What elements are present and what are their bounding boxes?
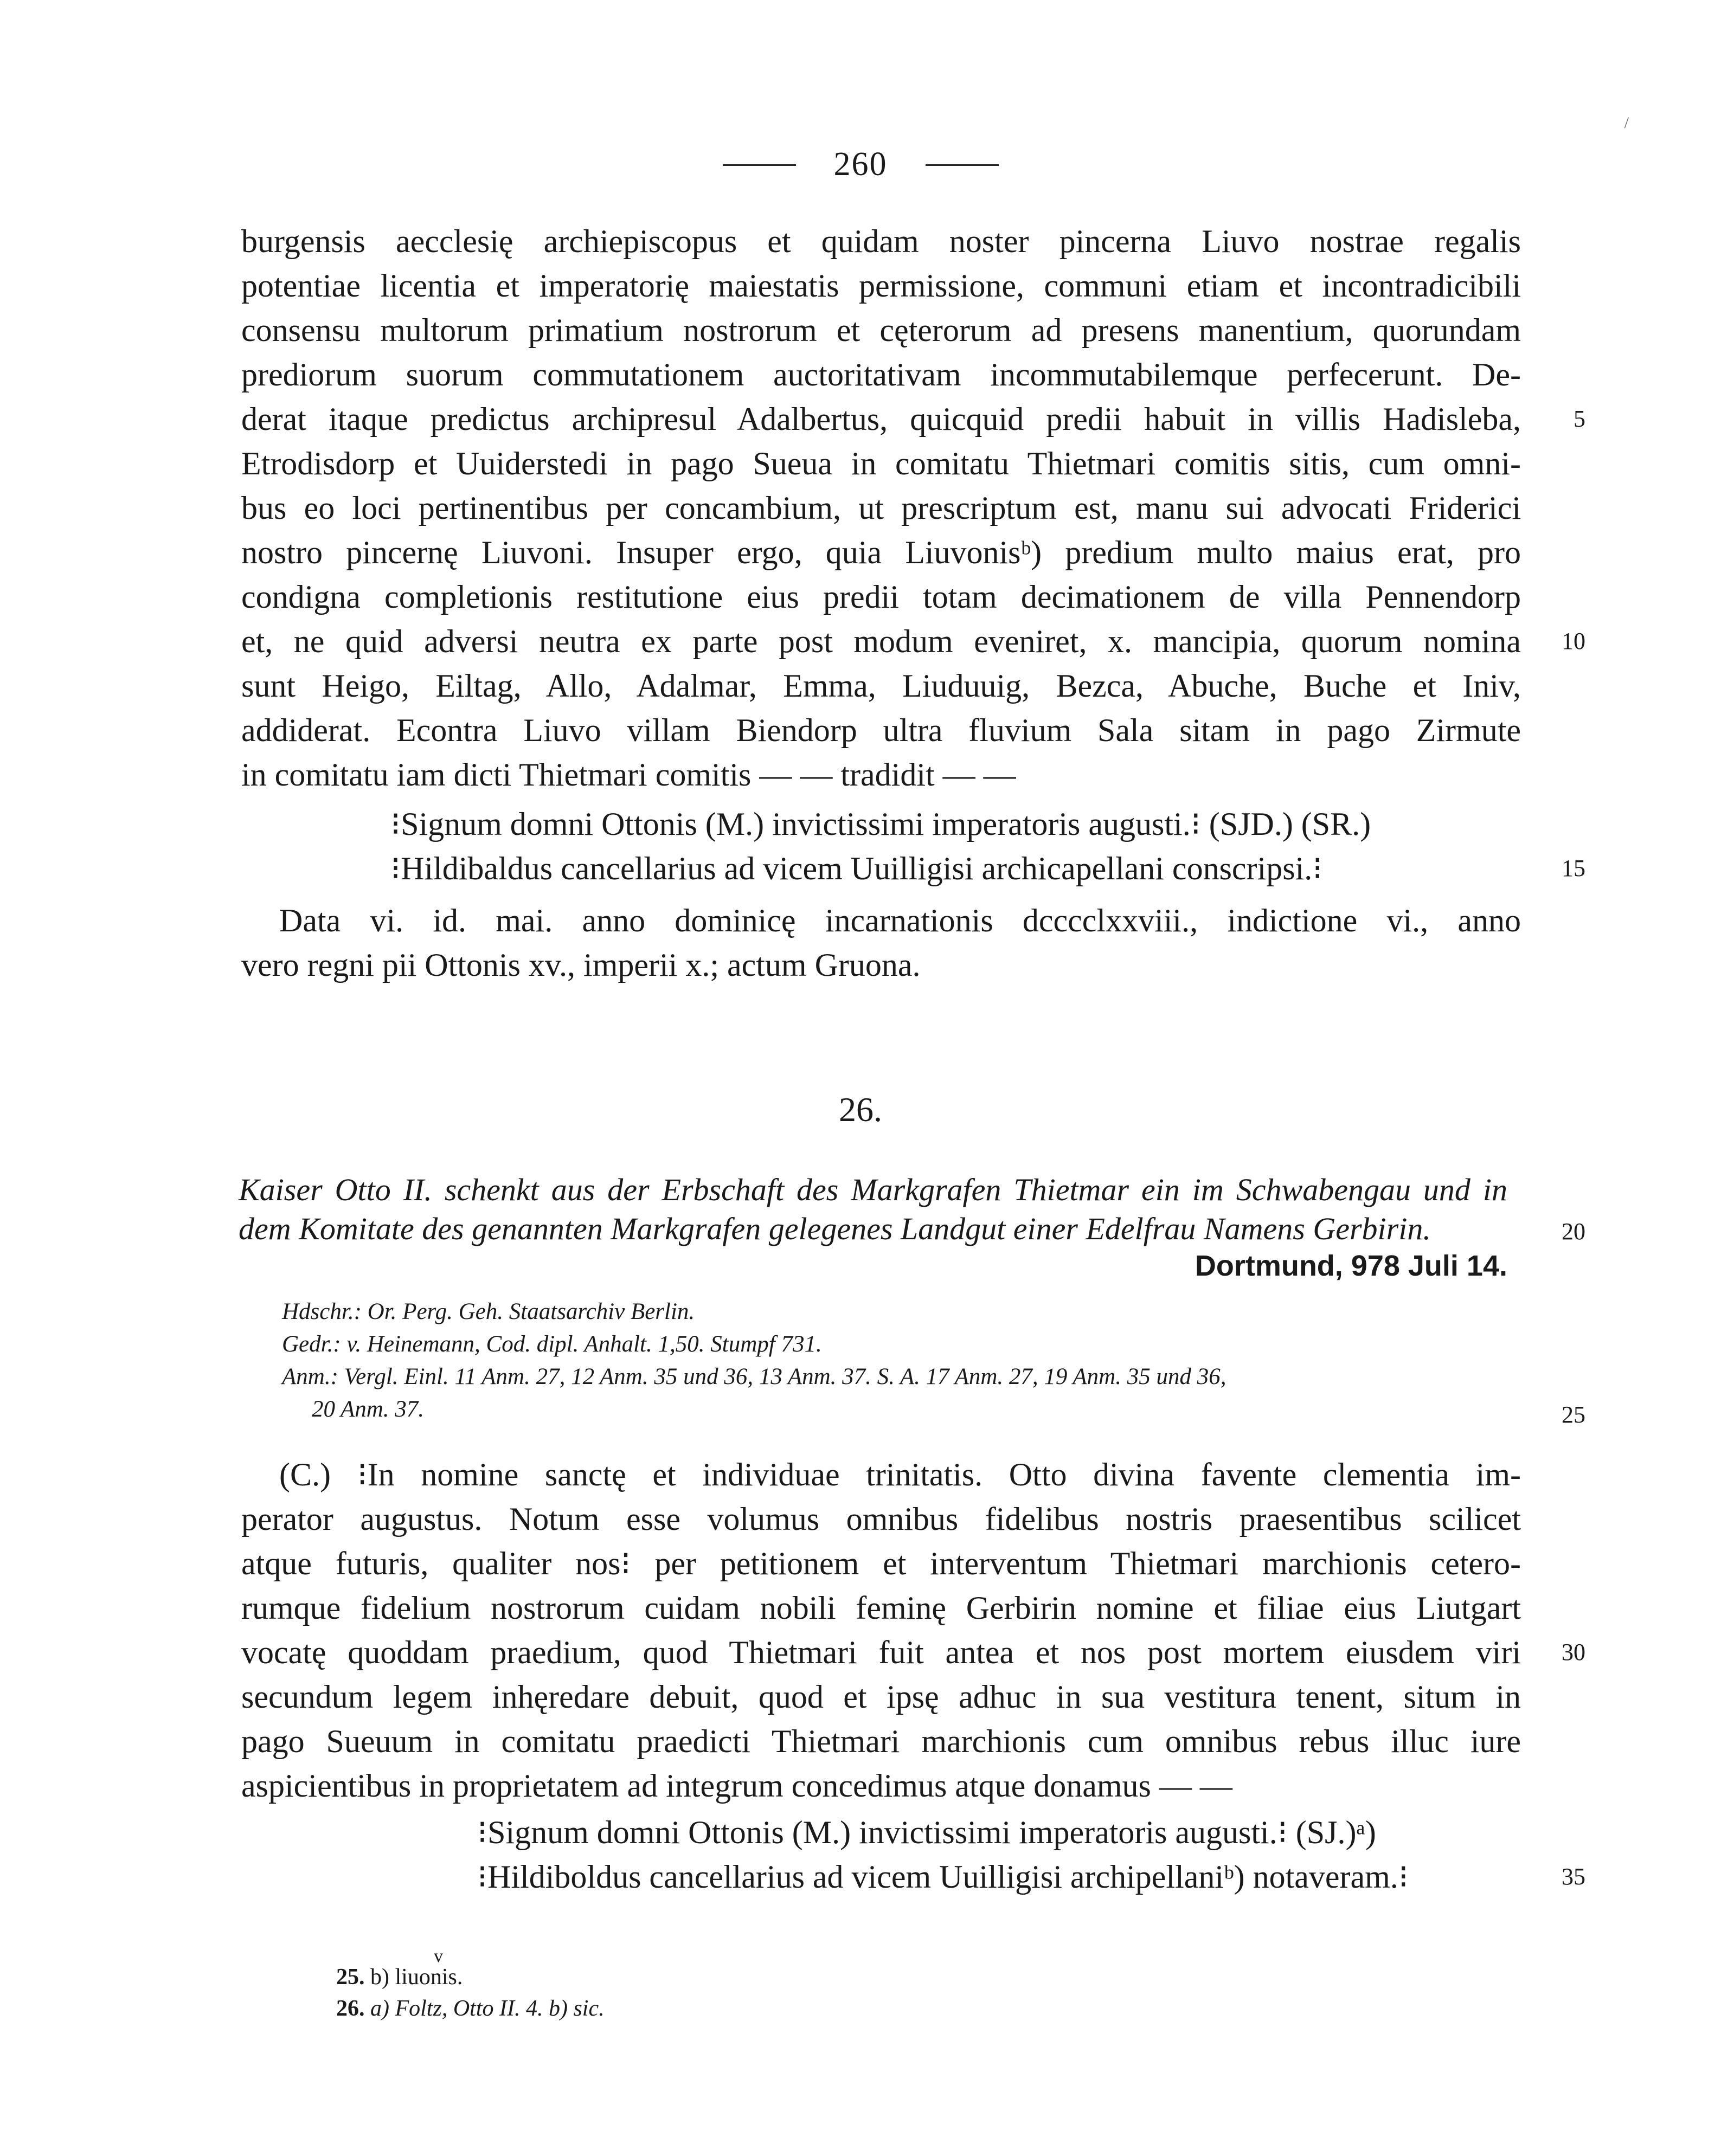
page-header xyxy=(0,145,1721,184)
text-line: atque futuris, qualiter nos⁝ per petitionem et interventum Thietmari marchionis cetero- xyxy=(241,1546,1521,1581)
text-line: et, ne quid adversi neutra ex parte post modum eveniret, x. mancipia, quorum nomina xyxy=(241,623,1521,659)
footnote-text: a) Foltz, Otto II. 4. b) sic. xyxy=(370,1996,605,2021)
text-line: in comitatu iam dicti Thietmari comitis — — tradidit — — xyxy=(241,757,1016,793)
page-number: 260 xyxy=(833,146,888,183)
text-line: bus eo loci pertinentibus per concambium, ut prescriptum est, manu sui advocati Friderici xyxy=(241,490,1521,526)
dating-line: vero regni pii Ottonis xv., imperii x.; actum Gruona. xyxy=(241,947,921,983)
text-line: potentiae licentia et imperatorię maiestatis permissione, communi etiam et incontradicibili xyxy=(241,268,1521,304)
text-line: aspicientibus in proprietatem ad integrum concedimus atque donamus — — xyxy=(241,1768,1232,1804)
text-line: condigna completionis restitutione eius predii totam decimationem de villa Pennendorp xyxy=(241,579,1521,615)
text-line: consensu multorum primatium nostrorum et cęterorum ad presens manentium, quorundam xyxy=(241,312,1521,348)
summary-line: dem Komitate des genannten Markgrafen gelegenes Landgut einer Edelfrau Namens Gerbirin. xyxy=(239,1211,1431,1246)
footnote-text: b) liuonis. xyxy=(370,1965,463,1990)
margin-line-number: 15 xyxy=(1562,855,1585,881)
margin-line-number: 5 xyxy=(1574,406,1585,432)
footnote-number: 25. xyxy=(336,1965,365,1990)
recognition-line: ⁝Hildibaldus cancellarius ad vicem Uuilligisi archicapellani conscripsi.⁝ xyxy=(390,851,1323,886)
text-line: derat itaque predictus archipresul Adalbertus, quicquid predii habuit in villis Hadisleba, xyxy=(241,401,1521,437)
text-line: vocatę quoddam praedium, quod Thietmari fuit antea et nos post mortem eiusdem viri xyxy=(241,1634,1521,1670)
header-dash-left xyxy=(723,164,796,166)
margin-line-number: 25 xyxy=(1562,1401,1585,1428)
text-line: sunt Heigo, Eiltag, Allo, Adalmar, Emma, Liuduuig, Bezca, Abuche, Buche et Iniv, xyxy=(241,668,1521,704)
note-line: Hdschr.: Or. Perg. Geh. Staatsarchiv Berlin. xyxy=(282,1299,695,1324)
text-line: nostro pincernę Liuvoni. Insuper ergo, quia Liuvonisᵇ) predium multo maius erat, pro xyxy=(241,535,1521,570)
stray-mark: / xyxy=(1624,114,1629,132)
dating-line: Data vi. id. mai. anno dominicę incarnationis dcccclxxviii., indictione vi., anno xyxy=(279,903,1521,938)
text-line: addiderat. Econtra Liuvo villam Biendorp ultra fluvium Sala sitam in pago Zirmute xyxy=(241,712,1521,748)
footnote-25 xyxy=(336,1962,463,1992)
document-number: 26. xyxy=(839,1090,882,1129)
margin-line-number: 35 xyxy=(1562,1863,1585,1890)
text-line: perator augustus. Notum esse volumus omnibus fidelibus nostris praesentibus scilicet xyxy=(241,1501,1521,1537)
note-line: Anm.: Vergl. Einl. 11 Anm. 27, 12 Anm. 35 und 36, 13 Anm. 37. S. A. 17 Anm. 27, 19 Anm. 35 und 36, xyxy=(282,1364,1226,1389)
margin-line-number: 30 xyxy=(1562,1639,1585,1665)
recognition-line: ⁝Hildiboldus cancellarius ad vicem Uuilligisi archipellaniᵇ) notaveram.⁝ xyxy=(477,1859,1409,1895)
signum-line: ⁝Signum domni Ottonis (M.) invictissimi imperatoris augusti.⁝ (SJD.) (SR.) xyxy=(390,806,1371,842)
note-line: 20 Anm. 37. xyxy=(312,1396,425,1422)
text-line: rumque fidelium nostrorum cuidam nobili feminę Gerbirin nomine et filiae eius Liutgart xyxy=(241,1590,1521,1626)
text-line: (C.) ⁝In nomine sanctę et individuae trinitatis. Otto divina favente clementia im- xyxy=(279,1457,1521,1492)
footnote-26 xyxy=(336,1994,605,2024)
text-line: secundum legem inhęredare debuit, quod et ipsę adhuc in sua vestitura tenent, situm in xyxy=(241,1679,1521,1715)
text-line: Etrodisdorp et Uuiderstedi in pago Sueua in comitatu Thietmari comitis sitis, cum omni- xyxy=(241,446,1521,481)
place-and-date: Dortmund, 978 Juli 14. xyxy=(1195,1250,1507,1282)
footnote-number: 26. xyxy=(336,1996,365,2021)
footnote-caret: v xyxy=(434,1946,443,1966)
signum-line: ⁝Signum domni Ottonis (M.) invictissimi imperatoris augusti.⁝ (SJ.)ᵃ) xyxy=(477,1814,1376,1850)
text-line: pago Sueuum in comitatu praedicti Thietmari marchionis cum omnibus rebus illuc iure xyxy=(241,1723,1521,1759)
summary-line: Kaiser Otto II. schenkt aus der Erbschaft des Markgrafen Thietmar ein im Schwabengau und in xyxy=(239,1172,1507,1207)
margin-line-number: 10 xyxy=(1562,628,1585,654)
text-line: burgensis aecclesię archiepiscopus et quidam noster pincerna Liuvo nostrae regalis xyxy=(241,223,1521,259)
text-line: prediorum suorum commutationem auctoritativam incommutabilemque perfecerunt. De- xyxy=(241,357,1521,392)
header-dash-right xyxy=(926,164,999,166)
note-line: Gedr.: v. Heinemann, Cod. dipl. Anhalt. 1,50. Stumpf 731. xyxy=(282,1331,822,1357)
margin-line-number: 20 xyxy=(1562,1218,1585,1245)
